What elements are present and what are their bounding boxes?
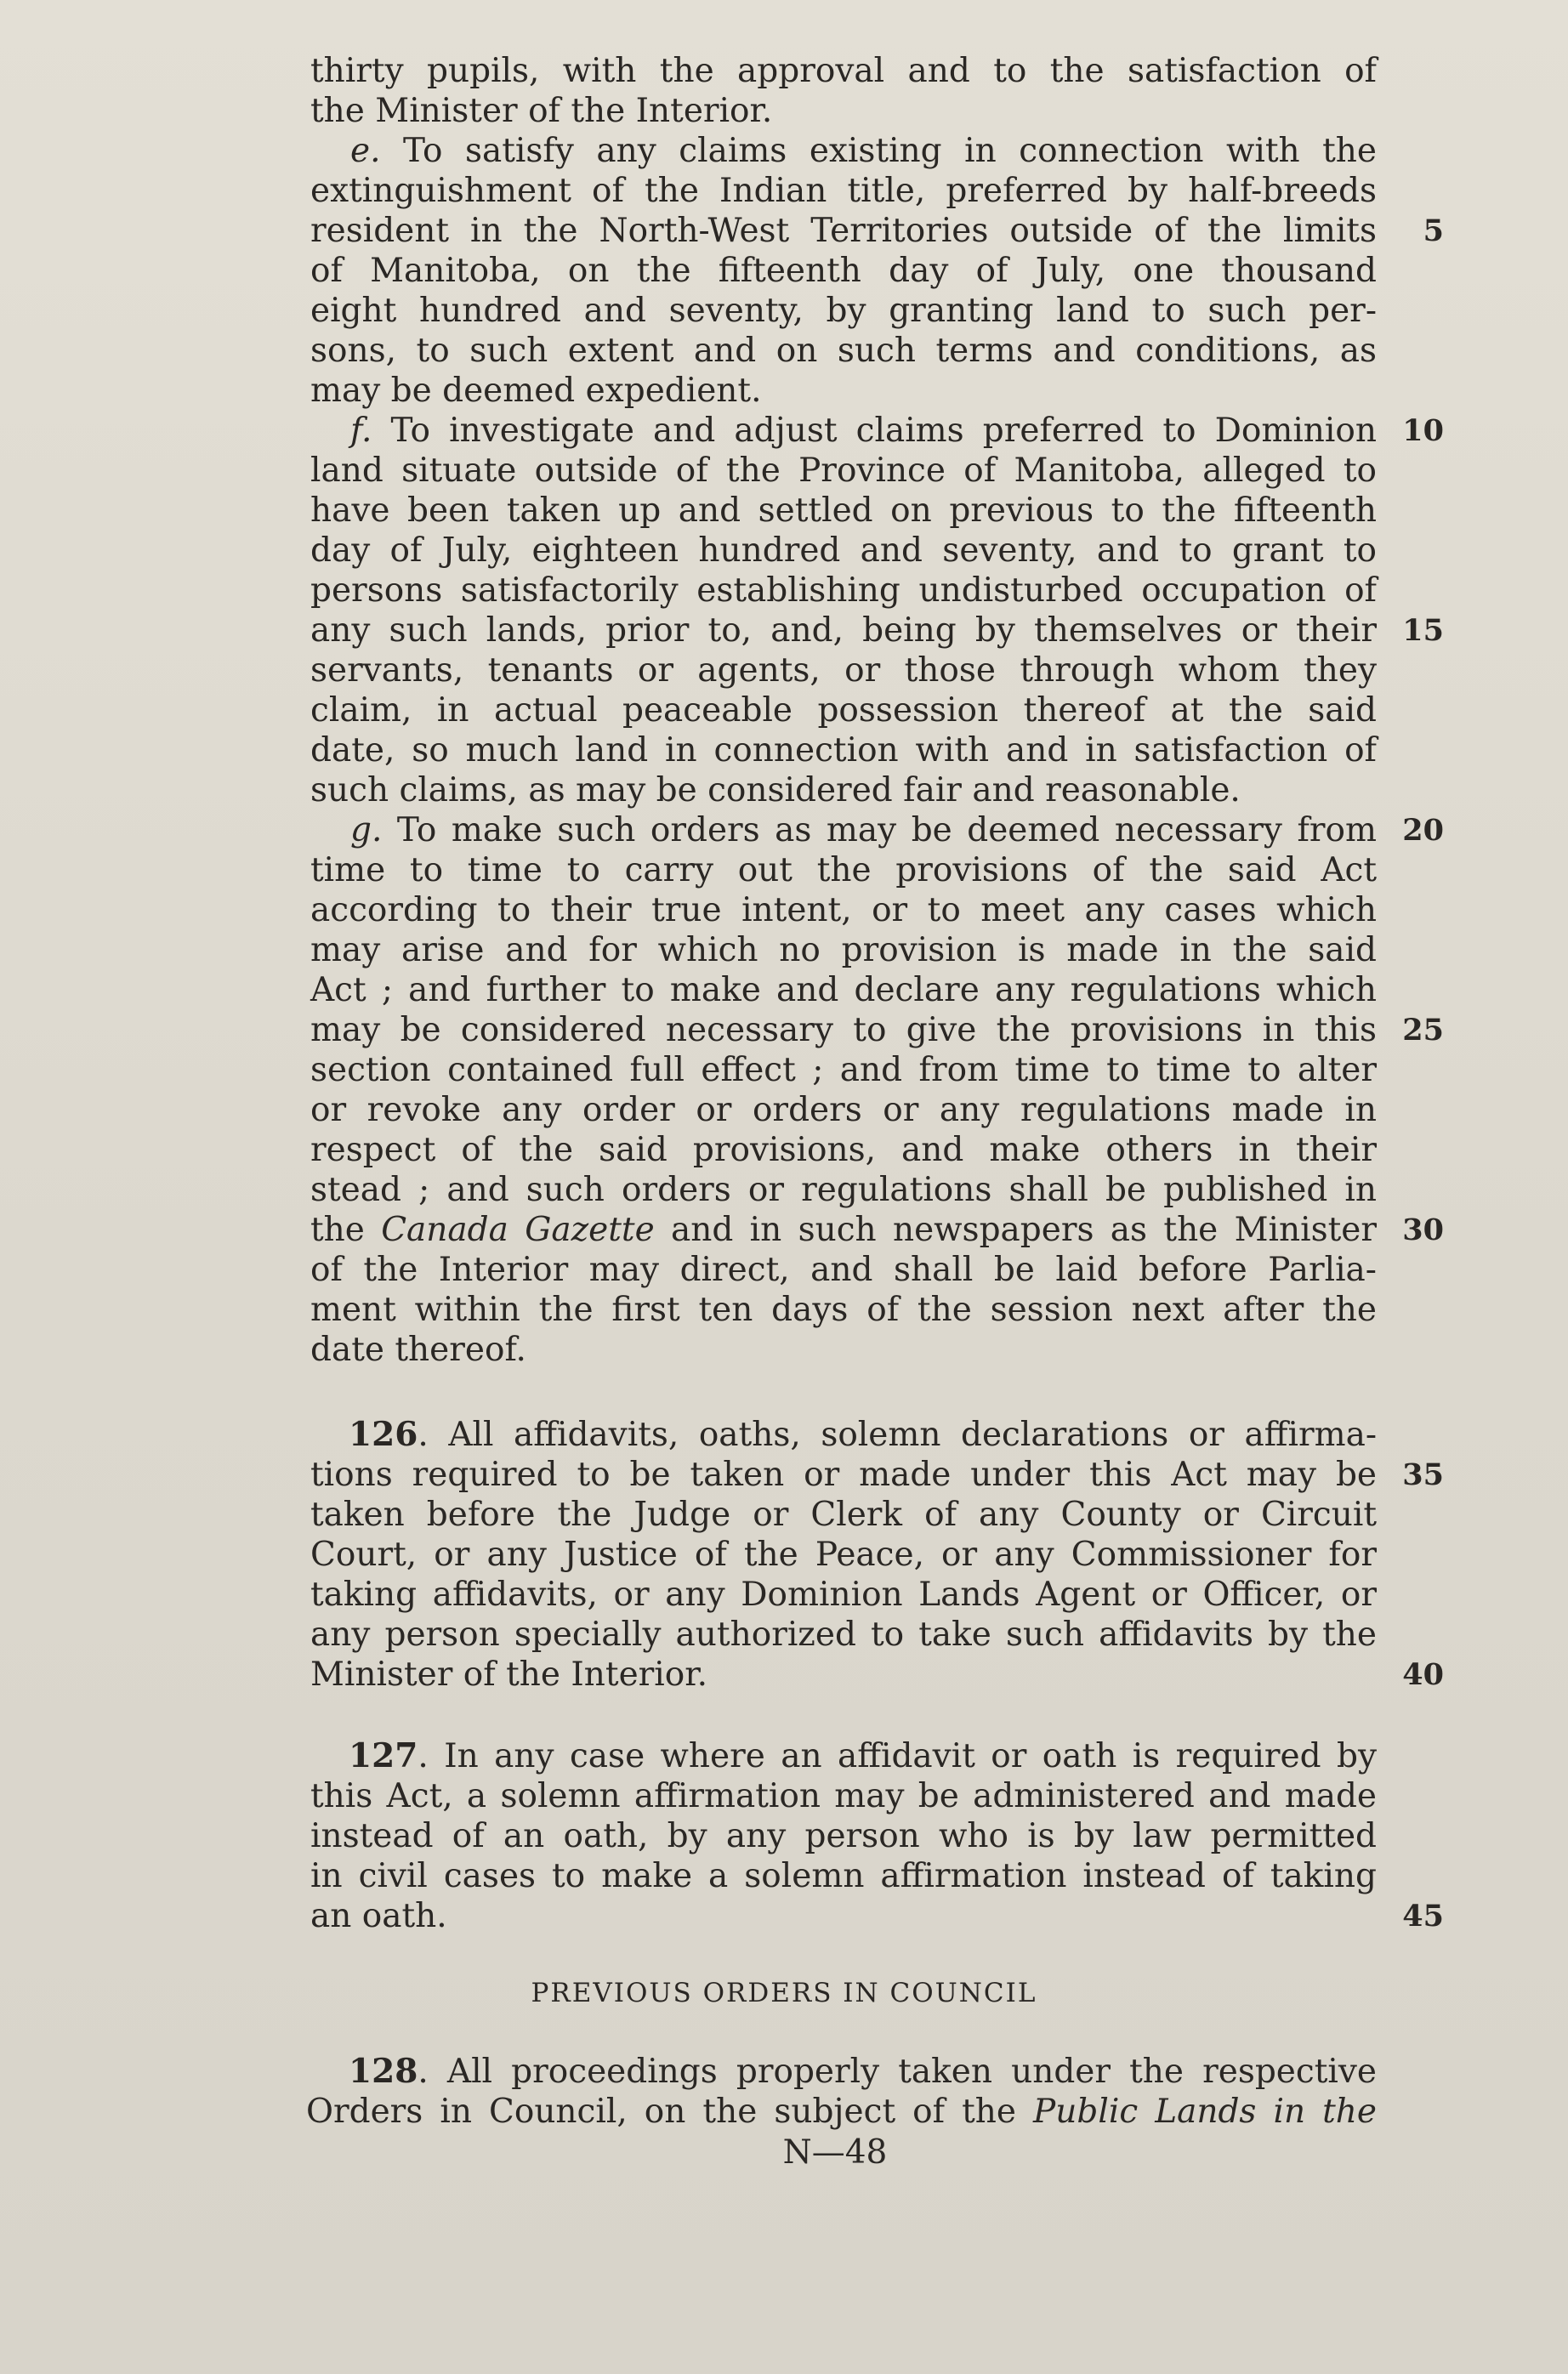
line-number: 40 bbox=[1402, 1657, 1444, 1692]
text-line: servants, tenants or agents, or those through whom they bbox=[310, 651, 1377, 690]
text-line: any person specially authorized to take such affidavits by the bbox=[310, 1616, 1377, 1654]
line-number: 15 bbox=[1402, 613, 1444, 648]
section-127-line: 127. In any case where an affidavit or oath is required by bbox=[349, 1736, 1377, 1775]
clause-g-line: g. To make such orders as may be deemed necessary from bbox=[350, 811, 1377, 849]
clause-label: f. bbox=[350, 412, 372, 450]
publication-title: Canada Gazette bbox=[381, 1211, 655, 1249]
line-number: 45 bbox=[1402, 1899, 1444, 1934]
text-line: the Minister of the Interior. bbox=[310, 92, 773, 130]
act-title: Public Lands in the bbox=[1033, 2093, 1377, 2131]
clause-f-line: f. To investigate and adjust claims preferred to Dominion bbox=[350, 412, 1377, 450]
text-line: Minister of the Interior. bbox=[310, 1656, 708, 1694]
text-line: Court, or any Justice of the Peace, or any Commissioner for bbox=[310, 1536, 1377, 1574]
line-number: 35 bbox=[1402, 1457, 1444, 1492]
text-line: persons satisfactorily establishing undisturbed occupation of bbox=[310, 571, 1377, 610]
line-number: 25 bbox=[1402, 1013, 1444, 1048]
section-number: 127 bbox=[349, 1736, 418, 1775]
text-line: day of July, eighteen hundred and seventy, and to grant to bbox=[310, 531, 1377, 570]
text-line: any such lands, prior to, and, being by themselves or their bbox=[310, 611, 1377, 650]
text-line: may arise and for which no provision is made in the said bbox=[310, 931, 1377, 969]
text-line: tions required to be taken or made under this Act may be bbox=[310, 1456, 1377, 1494]
text-line: this Act, a solemn affirmation may be administered and made bbox=[310, 1777, 1377, 1815]
clause-label: e. bbox=[350, 132, 381, 170]
text-line: time to time to carry out the provisions of the said Act bbox=[310, 851, 1377, 889]
text-line: eight hundred and seventy, by granting land to such per- bbox=[310, 292, 1377, 330]
text-line: resident in the North-West Territories outside of the limits bbox=[310, 212, 1377, 250]
clause-e-line: e. To satisfy any claims existing in connection with the bbox=[350, 132, 1377, 170]
text-line: thirty pupils, with the approval and to the satisfaction of bbox=[310, 52, 1377, 90]
section-126-line: 126. All affidavits, oaths, solemn declarations or affirma- bbox=[349, 1415, 1377, 1454]
text-line: respect of the said provisions, and make others in their bbox=[310, 1131, 1377, 1169]
text-line: according to their true intent, or to meet any cases which bbox=[310, 891, 1377, 929]
text-line: the Canada Gazette and in such newspapers as the Minister bbox=[310, 1211, 1377, 1249]
line-number: 10 bbox=[1402, 413, 1444, 448]
text-line: sons, to such extent and on such terms and conditions, as bbox=[310, 332, 1377, 370]
text-line: may be deemed expedient. bbox=[310, 372, 762, 410]
text-line: or revoke any order or orders or any regulations made in bbox=[310, 1091, 1377, 1129]
text-line: such claims, as may be considered fair and reasonable. bbox=[310, 771, 1241, 809]
text-line: Orders in Council, on the subject of the Public Lands in the bbox=[306, 2093, 1377, 2131]
text-line: extinguishment of the Indian title, preferred by half-breeds bbox=[310, 172, 1377, 210]
section-number: 128 bbox=[349, 2052, 418, 2091]
text-line: of the Interior may direct, and shall be laid before Parlia- bbox=[310, 1251, 1377, 1289]
text-line: stead ; and such orders or regulations shall be published in bbox=[310, 1171, 1377, 1209]
text-line: taken before the Judge or Clerk of any County or Circuit bbox=[310, 1496, 1377, 1534]
section-number: 126 bbox=[349, 1415, 418, 1454]
text-line: date thereof. bbox=[310, 1331, 526, 1369]
text-line: Act ; and further to make and declare any regulations which bbox=[310, 971, 1377, 1009]
text-line: date, so much land in connection with and in satisfaction of bbox=[310, 731, 1377, 770]
line-number: 30 bbox=[1402, 1213, 1444, 1247]
text-line: section contained full effect ; and from time to time to alter bbox=[310, 1051, 1377, 1089]
line-number: 20 bbox=[1402, 813, 1444, 848]
line-number: 5 bbox=[1423, 213, 1444, 248]
page-footer: N—48 bbox=[782, 2133, 888, 2172]
section-128-line: 128. All proceedings properly taken under the respective bbox=[349, 2052, 1377, 2091]
text-line: taking affidavits, or any Dominion Lands Agent or Officer, or bbox=[310, 1576, 1377, 1614]
text-line: instead of an oath, by any person who is by law permitted bbox=[310, 1817, 1377, 1855]
text-line: claim, in actual peaceable possession thereof at the said bbox=[310, 691, 1377, 730]
text-line: may be considered necessary to give the provisions in this bbox=[310, 1011, 1377, 1049]
section-heading: PREVIOUS ORDERS IN COUNCIL bbox=[531, 1978, 1037, 2008]
text-line: ment within the first ten days of the session next after the bbox=[310, 1291, 1377, 1329]
text-line: an oath. bbox=[310, 1897, 447, 1935]
text-line: land situate outside of the Province of Manitoba, alleged to bbox=[310, 452, 1377, 490]
text-line: in civil cases to make a solemn affirmation instead of taking bbox=[310, 1857, 1377, 1895]
clause-label: g. bbox=[350, 811, 383, 849]
text-line: have been taken up and settled on previous to the fifteenth bbox=[310, 491, 1377, 530]
text-line: of Manitoba, on the fifteenth day of July, one thousand bbox=[310, 252, 1377, 290]
